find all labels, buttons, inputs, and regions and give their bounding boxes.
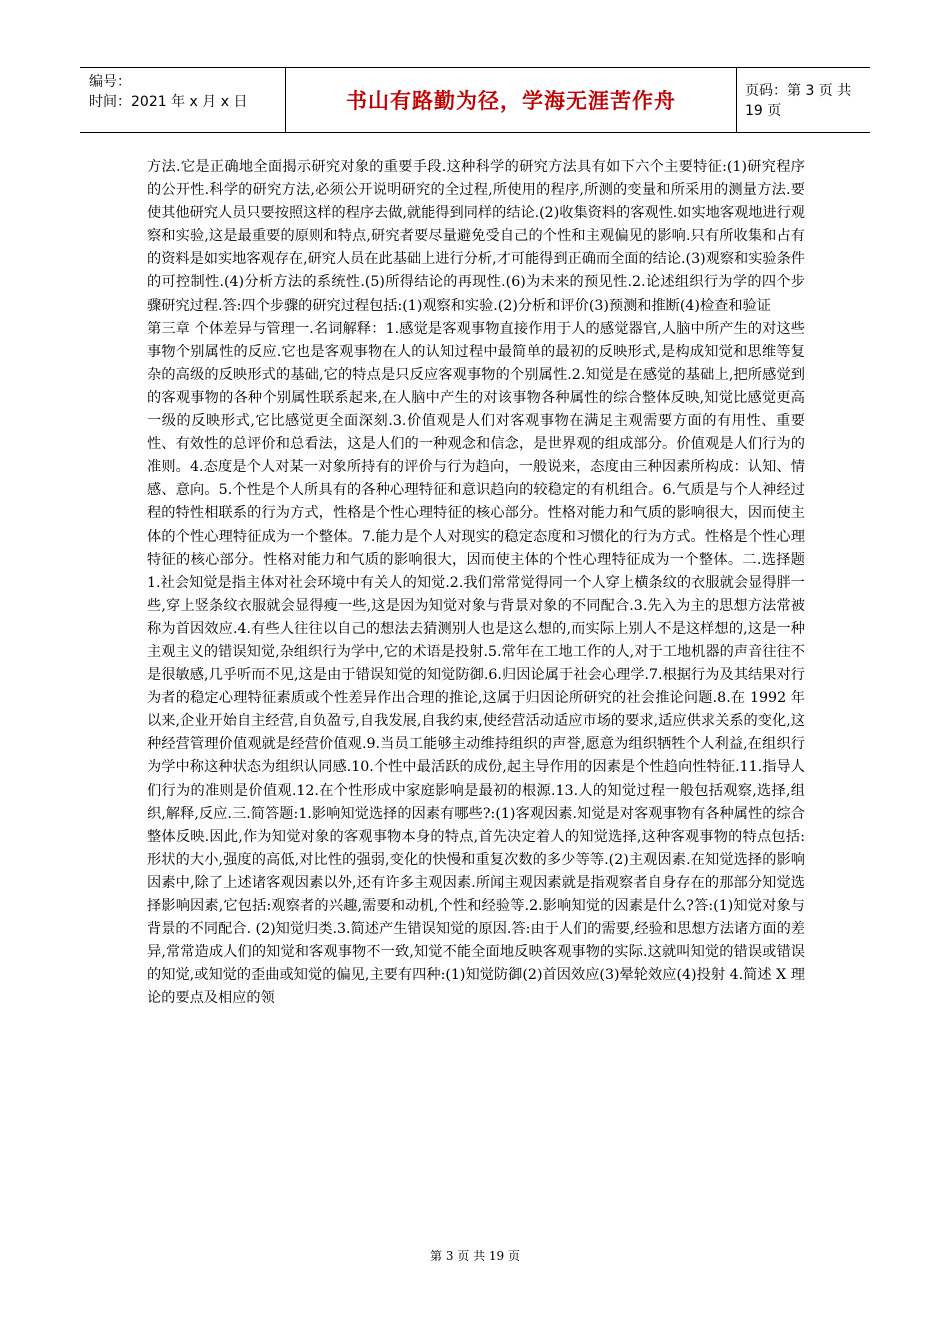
header-motto: 书山有路勤为径，学海无涯苦作舟 xyxy=(285,68,737,132)
body-paragraph: 方法.它是正确地全面揭示研究对象的重要手段.这种科学的研究方法具有如下六个主要特征:(1)研究程序的公开性.科学的研究方法,必须公开说明研究的全过程,所使用的程序,所测的变量和所采用的测量方法.要使其他研究人员只要按照这样的程序去做,就能得到同样的结论.(2)收集资料的客观性.如实地客观地进行观察和实验,这是最重要的原则和特点,研究者要尽量避免受自己的个性和主观偏见的影响.只有所收集和占有的资料是如实地客观存在,研究人员在此基础上进行分析,才可能得到正确而全面的结论.(3)观察和实验条件的可控制性.(4)分析方法的系统性.(5)所得结论的再现性.(6)为未来的预见性.2.论述组织行为学的四个步骤研究过程.答:四个步骤的研究过程包括:(1)观察和实验.(2)分析和评价(3)预测和推断(4)检查和验证 xyxy=(147,159,805,314)
header-meta xyxy=(89,72,247,112)
page-header xyxy=(80,67,870,133)
header-page-info: 页码：第 3 页 共 19 页 xyxy=(745,83,852,119)
doc-number: 编号： xyxy=(89,74,131,90)
doc-time: 时间：2021 年 x 月 x 日 xyxy=(89,94,248,110)
body-paragraph: 第三章 个体差异与管理一.名词解释：1.感觉是客观事物直接作用于人的感觉器官,人脑中所产生的对这些事物个别属性的反应.它也是客观事物在人的认知过程中最简单的最初的反映形式,是构成知觉和思维等复杂的高级的反映形式的基础,它的特点是只反应客观事物的个别属性.2.知觉是在感觉的基础上,把所感觉到的客观事物的各种个别属性联系起来,在人脑中产生的对该事物各种属性的综合整体反映,知觉比感觉更高一级的反映形式,它比感觉更全面深刻.3.价值观是人们对客观事物在满足主观需要方面的有用性、重要性、有效性的总评价和总看法，这是人们的一种观念和信念，是世界观的组成部分。价值观是人们行为的准则。4.态度是个人对某一对象所持有的评价与行为趋向，一般说来，态度由三种因素所构成：认知、情感、意向。5.个性是个人所具有的各种心理特征和意识趋向的较稳定的有机组合。6.气质是与个人神经过程的特性相联系的行为方式，性格是个性心理特征的核心部分。性格对能力和气质的影响很大，因而使主体的个性心理特征成为一个整体。7.能力是个人对现实的稳定态度和习惯化的行为方式。性格是个性心理特征的核心部分。性格对能力和气质的影响很大，因而使主体的个性心理特征成为一个整体。二.选择题 1.社会知觉是指主体对社会环境中有关人的知觉.2.我们常常觉得同一个人穿上横条纹的衣服就会显得胖一些,穿上竖条纹衣服就会显得瘦一些,这是因为知觉对象与背景对象的不同配合.3.先入为主的思想方法常被称为首因效应.4.有些人往往以自己的想法去猜测别人也是这么想的,而实际上别人不是这样想的,这是一种主观主义的错误知觉,杂组织行为学中,它的术语是投射.5.常年在工地工作的人,对于工地机器的声音往往不是很敏感,几乎听而不见,这是由于错误知觉的知觉防御.6.归因论属于社会心理学.7.根据行为及其结果对行为者的稳定心理特征素质或个性差异作出合理的推论,这属于归因论所研究的社会推论问题.8.在 1992 年以来,企业开始自主经营,自负盈亏,自我发展,自我约束,使经营活动适应市场的要求,适应供求关系的变化,这种经营管理价值观就是经营价值观.9.当员工能够主动维持组织的声誉,愿意为组织牺牲个人利益,在组织行为学中称这种状态为组织认同感.10.个性中最活跃的成份,起主导作用的因素是个性趋向性特征.11.指导人们行为的准则是价值观.12.在个性形成中家庭影响是最初的根源.13.人的知觉过程一般包括观察,选择,组织,解释,反应.三.简答题:1.影响知觉选择的因素有哪些?:(1)客观因素.知觉是对客观事物有各种属性的综合整体反映.因此,作为知觉对象的客观事物本身的特点,首先决定着人的知觉选择,这种客观事物的特点包括:形状的大小,强度的高低,对比性的强弱,变化的快慢和重复次数的多少等等.(2)主观因素.在知觉选择的影响因素中,除了上述诸客观因素以外,还有许多主观因素.所闻主观因素就是指观察者自身存在的那部分知觉选择影响因素,它包括:观察者的兴趣,需要和动机,个性和经验等.2.影响知觉的因素是什么?答:(1)知觉对象与背景的不同配合. (2)知觉归类.3.简述产生错误知觉的原因.答:由于人们的需要,经验和思想方法诸方面的差异,常常造成人们的知觉和客观事物不一致,知觉不能全面地反映客观事物的实际.这就叫知觉的错误或错误的知觉,或知觉的歪曲或知觉的偏见,主要有四种:(1)知觉防御(2)首因效应(3)晕轮效应(4)投射 4.简述 X 理论的要点及相应的领 xyxy=(147,320,805,1007)
document-body xyxy=(147,156,805,1010)
page-footer: 第 3 页 共 19 页 xyxy=(430,1249,520,1263)
